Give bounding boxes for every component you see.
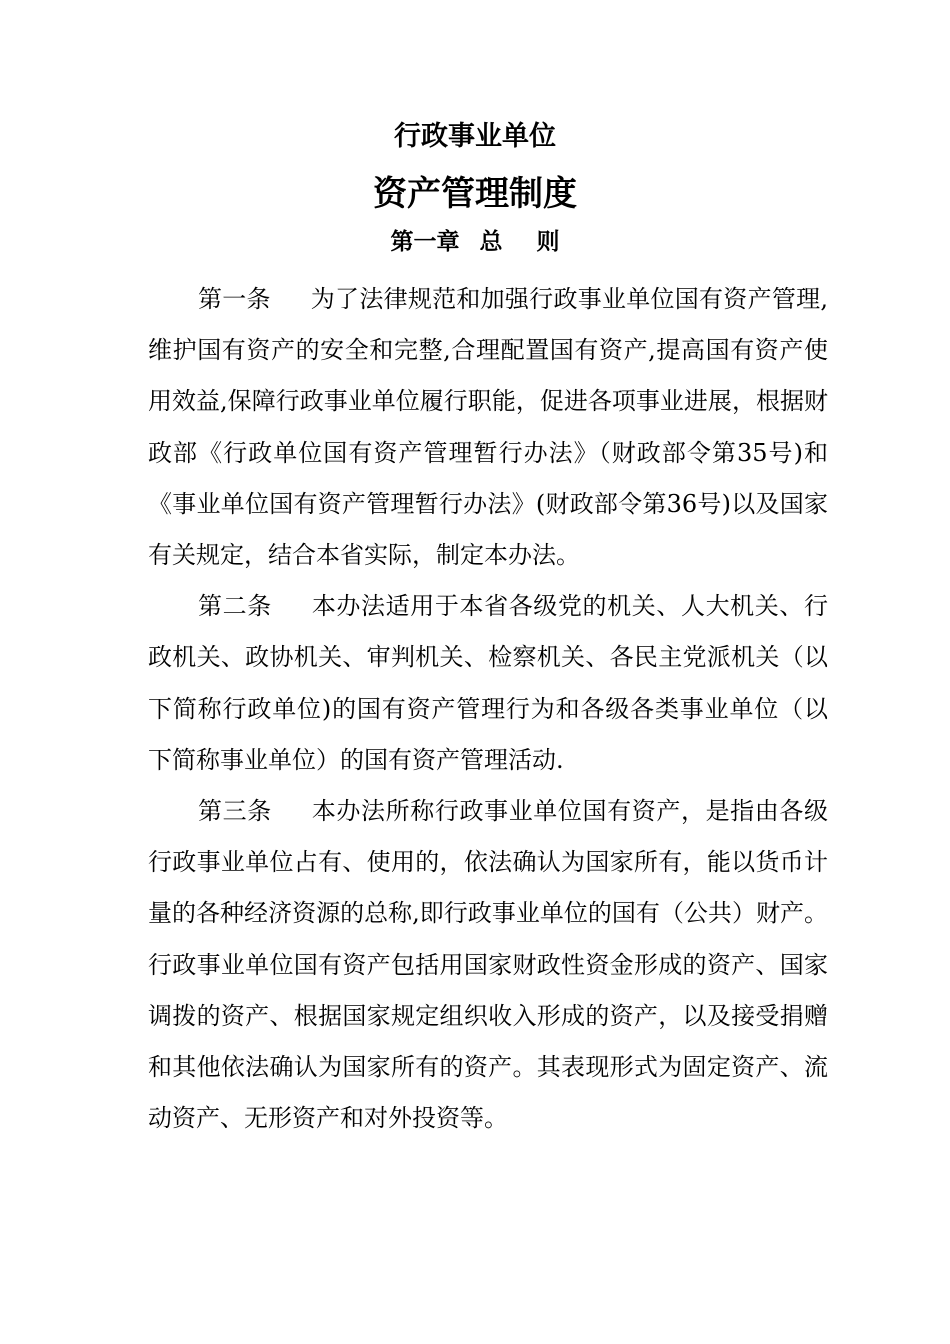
article-2-label: 第二条 [198,592,272,621]
document-title-line2: 资产管理制度 [373,174,577,214]
article-3-text: 本办法所称行政事业单位国有资产，是指由各级行政事业单位占有、使用的，依法确认为国家所有，能以货币计量的各种经济资源的总称,即行政事业单位的国有（公共）财产。行政事业单位国有资产包括用国家财政性资金形成的资产、国家调拨的资产、根据国家规定组织收入形成的资产，以及接受捐赠和其他依法确认为国家所有的资产。其表现形式为固定资产、流动资产、无形资产和对外投资等。 [148,797,829,1133]
chapter-number: 第一章 [390,229,460,255]
chapter-word-1: 总 [479,229,503,255]
article-2-text: 本办法适用于本省各级党的机关、人大机关、行政机关、政协机关、审判机关、检察机关、各民主党派机关（以下简称行政单位)的国有资产管理行为和各级各类事业单位（以下简称事业单位）的国有资产管理活动. [148,592,829,774]
article-1-label: 第一条 [198,285,271,313]
document-title-line1: 行政事业单位 [394,121,556,152]
article-3 [148,786,828,1144]
article-1 [148,274,828,581]
chapter-heading [0,224,950,260]
article-2 [148,581,828,786]
document-body [148,274,828,1144]
chapter-word-2: 则 [536,229,560,255]
article-3-label: 第三条 [198,797,272,826]
article-1-text: 为了法律规范和加强行政事业单位国有资产管理,维护国有资产的安全和完整,合理配置国有资产,提高国有资产使用效益,保障行政事业单位履行职能，促进各项事业进展，根据财政部《行政单位国有资产管理暂行办法》（财政部令第35号)和《事业单位国有资产管理暂行办法》(财政部令第36号)以及国家有关规定，结合本省实际，制定本办法。 [148,285,828,570]
